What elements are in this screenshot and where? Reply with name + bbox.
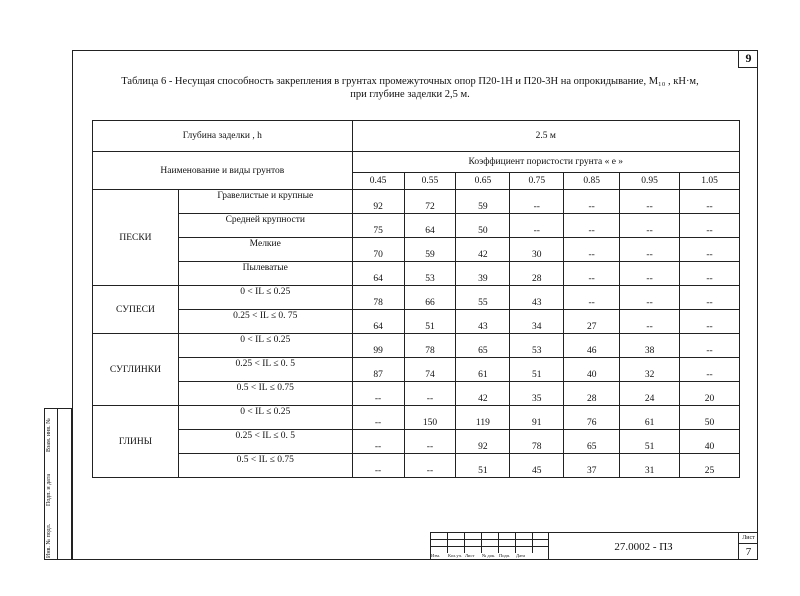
stamp-cell [464, 539, 481, 546]
value-cell: 43 [456, 310, 510, 334]
value-cell: -- [352, 454, 404, 478]
soil-subtype: 0.25 < IL ≤ 0. 5 [178, 358, 352, 382]
value-cell: 28 [564, 382, 620, 406]
soil-subtype: Мелкие [178, 238, 352, 262]
soil-label: Наименование и виды грунтов [93, 152, 353, 190]
value-cell: 59 [456, 190, 510, 214]
value-cell: 78 [404, 334, 456, 358]
value-cell: 64 [404, 214, 456, 238]
value-cell: 34 [510, 310, 564, 334]
value-cell: 61 [620, 406, 680, 430]
stamp-cell [464, 532, 481, 539]
soil-subtype: Гравелистые и крупные [178, 190, 352, 214]
value-cell: 150 [404, 406, 456, 430]
value-cell: 51 [456, 454, 510, 478]
value-cell: 91 [510, 406, 564, 430]
soil-subtype: 0.5 < IL ≤ 0.75 [178, 382, 352, 406]
value-cell: 27 [564, 310, 620, 334]
value-cell: -- [680, 190, 740, 214]
value-cell: -- [404, 382, 456, 406]
table-row [93, 382, 740, 406]
stamp-cell [447, 546, 464, 553]
stamp-cell [430, 546, 447, 553]
stamp-cell [532, 539, 548, 546]
value-cell: 42 [456, 238, 510, 262]
table-body [93, 121, 740, 478]
stamp-cell [481, 539, 498, 546]
value-cell: 119 [456, 406, 510, 430]
coefficient-3: 0.75 [510, 173, 564, 190]
stamp-cell [447, 539, 464, 546]
value-cell: 20 [680, 382, 740, 406]
value-cell: 30 [510, 238, 564, 262]
value-cell: 28 [510, 262, 564, 286]
value-cell: -- [564, 238, 620, 262]
table-row [93, 214, 740, 238]
list-number: 7 [745, 546, 752, 558]
value-cell: 42 [456, 382, 510, 406]
value-cell: -- [620, 214, 680, 238]
stamp-col-label: Лист [465, 553, 475, 558]
stamp-col-label: № док. [482, 553, 496, 558]
value-cell: 51 [404, 310, 456, 334]
value-cell: -- [564, 286, 620, 310]
stamp-cell [430, 532, 447, 539]
value-cell: 53 [510, 334, 564, 358]
value-cell: -- [510, 214, 564, 238]
table-row [93, 190, 740, 214]
value-cell: 43 [510, 286, 564, 310]
stamp-cell [464, 546, 481, 553]
coefficient-4: 0.85 [564, 173, 620, 190]
value-cell: 40 [564, 358, 620, 382]
value-cell: -- [680, 358, 740, 382]
coefficient-6: 1.05 [680, 173, 740, 190]
table-row [93, 358, 740, 382]
stamp-col-label: Кол.уч. [448, 553, 462, 558]
table-row [93, 286, 740, 310]
stamp-col-label: Дата [516, 553, 525, 558]
value-cell: 92 [456, 430, 510, 454]
table-row [93, 454, 740, 478]
soil-group-name: ПЕСКИ [93, 190, 179, 286]
value-cell: 61 [456, 358, 510, 382]
value-cell: -- [620, 310, 680, 334]
value-cell: 75 [352, 214, 404, 238]
value-cell: 37 [564, 454, 620, 478]
stamp-cell [447, 532, 464, 539]
coefficient-0: 0.45 [352, 173, 404, 190]
value-cell: -- [352, 406, 404, 430]
table-caption [90, 75, 730, 101]
stamp-cell [532, 532, 548, 539]
value-cell: 78 [510, 430, 564, 454]
value-cell: 72 [404, 190, 456, 214]
coefficient-1: 0.55 [404, 173, 456, 190]
value-cell: -- [620, 262, 680, 286]
porosity-label: Коэффициент пористости грунта « е » [352, 152, 739, 173]
document-code: 27.0002 - ПЗ [548, 532, 738, 560]
value-cell: -- [404, 454, 456, 478]
value-cell: 65 [564, 430, 620, 454]
value-cell: 31 [620, 454, 680, 478]
stamp-cell [498, 546, 515, 553]
stamp-col-label: Подп. [499, 553, 511, 558]
value-cell: 25 [680, 454, 740, 478]
value-cell: 74 [404, 358, 456, 382]
value-cell: 76 [564, 406, 620, 430]
stamp-col-label: Изм. [431, 553, 440, 558]
stamp-cell [481, 532, 498, 539]
side-label-inv: Инв. № подл. [46, 523, 52, 558]
value-cell: 32 [620, 358, 680, 382]
stamp-cell [498, 532, 515, 539]
table-row [93, 262, 740, 286]
caption-line-2: при глубине заделки 2,5 м. [350, 89, 470, 100]
value-cell: -- [680, 286, 740, 310]
stamp-cell [532, 546, 548, 553]
value-cell: -- [620, 286, 680, 310]
value-cell: -- [620, 190, 680, 214]
table-row [93, 430, 740, 454]
value-cell: 59 [404, 238, 456, 262]
value-cell: -- [680, 262, 740, 286]
soil-group-name: ГЛИНЫ [93, 406, 179, 478]
value-cell: -- [564, 262, 620, 286]
value-cell: -- [620, 238, 680, 262]
table-row [93, 406, 740, 430]
value-cell: -- [680, 334, 740, 358]
list-label: Лист [739, 533, 758, 544]
value-cell: 53 [404, 262, 456, 286]
value-cell: -- [404, 430, 456, 454]
value-cell: 78 [352, 286, 404, 310]
stamp-cell [515, 546, 532, 553]
table-row [93, 310, 740, 334]
value-cell: 45 [510, 454, 564, 478]
stamp-cell [481, 546, 498, 553]
value-cell: -- [680, 238, 740, 262]
side-stamp-strip-values [58, 408, 72, 560]
stamp-cell [430, 539, 447, 546]
value-cell: -- [564, 214, 620, 238]
value-cell: 50 [456, 214, 510, 238]
value-cell: 24 [620, 382, 680, 406]
stamp-cell [498, 539, 515, 546]
table-row [93, 334, 740, 358]
soil-group-name: СУГЛИНКИ [93, 334, 179, 406]
value-cell: 70 [352, 238, 404, 262]
value-cell: 38 [620, 334, 680, 358]
soil-subtype: 0.25 < IL ≤ 0. 75 [178, 310, 352, 334]
value-cell: 51 [620, 430, 680, 454]
soil-subtype: Пылеватые [178, 262, 352, 286]
value-cell: 92 [352, 190, 404, 214]
coefficient-5: 0.95 [620, 173, 680, 190]
soil-subtype: 0 < IL ≤ 0.25 [178, 406, 352, 430]
stamp-cell [515, 532, 532, 539]
sheet-number: 9 [738, 50, 758, 68]
value-cell: 46 [564, 334, 620, 358]
value-cell: 40 [680, 430, 740, 454]
value-cell: 87 [352, 358, 404, 382]
value-cell: 55 [456, 286, 510, 310]
value-cell: 64 [352, 262, 404, 286]
value-cell: 99 [352, 334, 404, 358]
value-cell: 39 [456, 262, 510, 286]
value-cell: 65 [456, 334, 510, 358]
side-label-replace: Взам. инв. № [46, 418, 52, 452]
side-label-sign: Подп. и дата [46, 473, 52, 506]
table-row [93, 238, 740, 262]
value-cell: -- [510, 190, 564, 214]
value-cell: -- [352, 382, 404, 406]
value-cell: -- [564, 190, 620, 214]
value-cell: 51 [510, 358, 564, 382]
value-cell: 64 [352, 310, 404, 334]
soil-subtype: 0.5 < IL ≤ 0.75 [178, 454, 352, 478]
coefficient-2: 0.65 [456, 173, 510, 190]
value-cell: 35 [510, 382, 564, 406]
soil-subtype: 0 < IL ≤ 0.25 [178, 334, 352, 358]
value-cell: 50 [680, 406, 740, 430]
value-cell: 66 [404, 286, 456, 310]
soil-subtype: 0 < IL ≤ 0.25 [178, 286, 352, 310]
depth-label: Глубина заделки , h [93, 121, 353, 152]
soil-subtype: Средней крупности [178, 214, 352, 238]
caption-line-1: Таблица 6 - Несущая способность закрепления в грунтах промежуточных опор П20-1Н и П20-3Н на опрокидывание, M₁₀ , кН·м, [121, 76, 699, 87]
value-cell: -- [680, 214, 740, 238]
depth-value: 2.5 м [352, 121, 739, 152]
soil-group-name: СУПЕСИ [93, 286, 179, 334]
soil-subtype: 0.25 < IL ≤ 0. 5 [178, 430, 352, 454]
value-cell: -- [352, 430, 404, 454]
bearing-capacity-table [92, 120, 740, 478]
stamp-cell [515, 539, 532, 546]
list-box [738, 532, 758, 560]
value-cell: -- [680, 310, 740, 334]
